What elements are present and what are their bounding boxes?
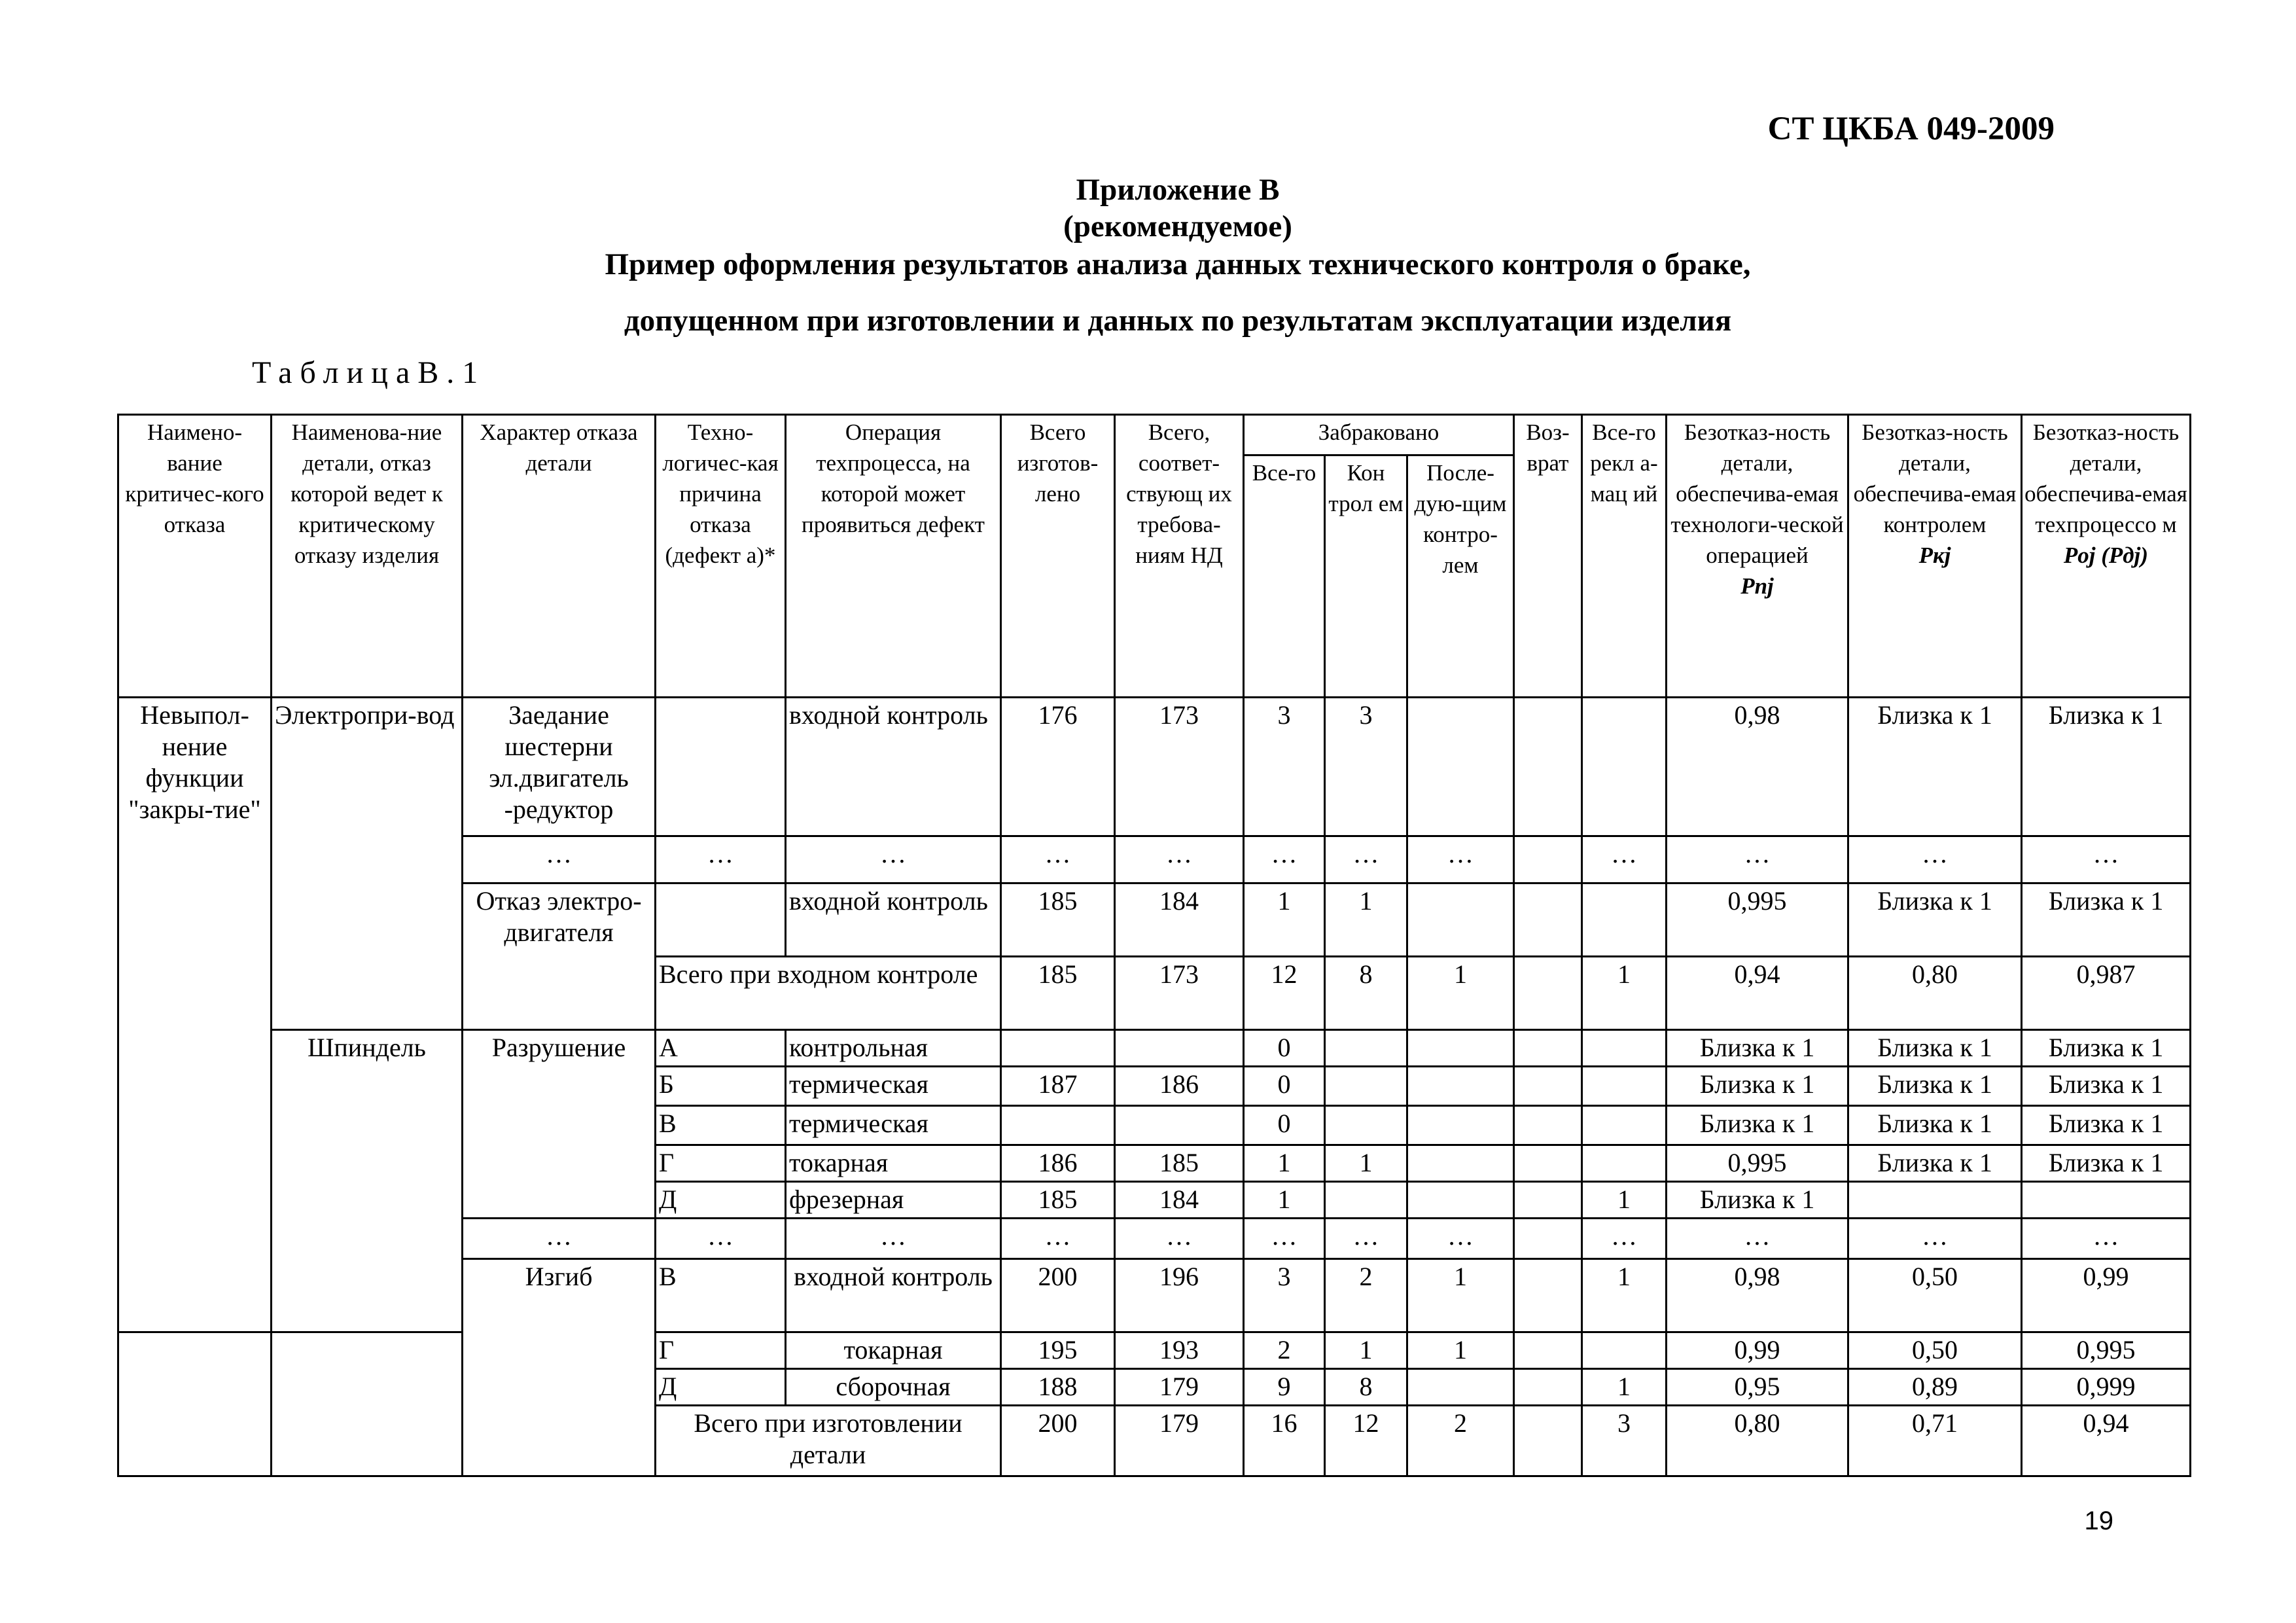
rejected-control-cell [1325, 1067, 1407, 1106]
ellipsis-cell: … [1001, 836, 1115, 883]
rejected-control-cell [1325, 1106, 1407, 1145]
reliability-control-cell: Близка к 1 [1848, 698, 2022, 836]
operation-cell: термическая [786, 1106, 1001, 1145]
ellipsis-cell: … [1667, 1219, 1848, 1259]
ellipsis-cell: … [1582, 836, 1667, 883]
returned-cell [1514, 1369, 1582, 1406]
reliability-process-symbol: Poj (Pдj) [2063, 543, 2149, 568]
returned-cell [1514, 1219, 1582, 1259]
reliability-process-cell: Близка к 1 [2022, 1030, 2191, 1067]
rejected-subsequent-cell [1407, 883, 1514, 957]
total-conform-cell [1115, 1030, 1244, 1067]
operation-cell: входной контроль [786, 1259, 1001, 1332]
reliability-operation-cell: Близка к 1 [1667, 1030, 1848, 1067]
ellipsis-cell: … [786, 836, 1001, 883]
reliability-operation-cell: Близка к 1 [1667, 1106, 1848, 1145]
tech-cause-cell [656, 883, 786, 957]
total-conform-cell: 185 [1115, 1145, 1244, 1182]
header-failure-kind: Характер отказа детали [463, 415, 656, 698]
ellipsis-cell: … [463, 1219, 656, 1259]
table-row [118, 1332, 2191, 1369]
rejected-total-cell: 0 [1244, 1067, 1325, 1106]
total-conform-cell: 173 [1115, 698, 1244, 836]
critical-failure-continuation-cell [118, 1332, 272, 1476]
claims-cell [1582, 883, 1667, 957]
reliability-process-cell: 0,987 [2022, 957, 2191, 1030]
operation-cell: токарная [786, 1332, 1001, 1369]
reliability-process-cell: 0,995 [2022, 1332, 2191, 1369]
header-reliability-process [2022, 415, 2191, 698]
reliability-process-cell: 0,94 [2022, 1406, 2191, 1476]
reliability-control-cell [1848, 1182, 2022, 1219]
ellipsis-cell: … [1244, 836, 1325, 883]
reliability-control-cell: Близка к 1 [1848, 883, 2022, 957]
header-rejected-total: Все-го [1244, 455, 1325, 698]
table-header [118, 415, 2191, 698]
appendix-note: (рекомендуемое) [1063, 209, 1292, 243]
claims-cell: 1 [1582, 1259, 1667, 1332]
rejected-control-cell [1325, 1030, 1407, 1067]
returned-cell [1514, 1406, 1582, 1476]
reliability-control-cell: 0,50 [1848, 1259, 2022, 1332]
total-made-cell: 185 [1001, 957, 1115, 1030]
rejected-subsequent-cell [1407, 1182, 1514, 1219]
returned-cell [1514, 1145, 1582, 1182]
returned-cell [1514, 1106, 1582, 1145]
header-total-conform: Всего, соответ-ствующ их требова-ниям НД [1115, 415, 1244, 698]
reliability-operation-cell: Близка к 1 [1667, 1182, 1848, 1219]
ellipsis-cell: … [1848, 836, 2022, 883]
tech-cause-cell: Д [656, 1182, 786, 1219]
table-label: ТаблицаВ.1 [252, 355, 486, 390]
operation-cell: входной контроль [786, 698, 1001, 836]
header-part-name: Наименова-ние детали, отказ которой ведет к критическому отказу изделия [272, 415, 463, 698]
operation-cell: контрольная [786, 1030, 1001, 1067]
reliability-process-cell [2022, 1182, 2191, 1219]
reliability-operation-cell: Близка к 1 [1667, 1067, 1848, 1106]
returned-cell [1514, 1259, 1582, 1332]
claims-cell [1582, 1332, 1667, 1369]
operation-cell: термическая [786, 1067, 1001, 1106]
ellipsis-cell: … [1325, 836, 1407, 883]
reliability-process-cell: Близка к 1 [2022, 1145, 2191, 1182]
claims-cell: 3 [1582, 1406, 1667, 1476]
returned-cell [1514, 836, 1582, 883]
tech-cause-cell: Г [656, 1332, 786, 1369]
reliability-control-cell: Близка к 1 [1848, 1030, 2022, 1067]
total-made-cell: 195 [1001, 1332, 1115, 1369]
total-conform-cell: 193 [1115, 1332, 1244, 1369]
reliability-operation-cell: 0,98 [1667, 1259, 1848, 1332]
operation-cell: входной контроль [786, 883, 1001, 957]
reliability-operation-cell: 0,995 [1667, 1145, 1848, 1182]
ellipsis-cell: … [1325, 1219, 1407, 1259]
rejected-total-cell: 2 [1244, 1332, 1325, 1369]
claims-cell [1582, 1106, 1667, 1145]
tech-cause-cell [656, 698, 786, 836]
reliability-operation-cell: 0,99 [1667, 1332, 1848, 1369]
page-number: 19 [2084, 1507, 2113, 1535]
ellipsis-cell: … [1244, 1219, 1325, 1259]
total-made-cell: 176 [1001, 698, 1115, 836]
rejected-control-cell: 12 [1325, 1406, 1407, 1476]
rejected-total-cell: 12 [1244, 957, 1325, 1030]
table-body [118, 698, 2191, 1476]
rejected-control-cell: 1 [1325, 1145, 1407, 1182]
total-made-cell [1001, 1106, 1115, 1145]
ellipsis-cell: … [656, 836, 786, 883]
rejected-subsequent-cell [1407, 1145, 1514, 1182]
tech-cause-cell: В [656, 1106, 786, 1145]
critical-failure-cell: Невыпол-нение функции "закры-тие" [118, 698, 272, 1332]
table-row [118, 1030, 2191, 1067]
document-title-line1: Пример оформления результатов анализа данных технического контроля о браке, [605, 247, 1751, 281]
claims-cell [1582, 1067, 1667, 1106]
returned-cell [1514, 698, 1582, 836]
reliability-operation-cell: 0,995 [1667, 883, 1848, 957]
tech-cause-cell: Д [656, 1369, 786, 1406]
ellipsis-cell: … [1115, 1219, 1244, 1259]
header-rejected-by-subsequent: После-дую-щим контро-лем [1407, 455, 1514, 698]
total-conform-cell: 179 [1115, 1406, 1244, 1476]
document-code: СТ ЦКБА 049-2009 [1767, 111, 2055, 147]
ellipsis-cell: … [1407, 1219, 1514, 1259]
ellipsis-cell: … [2022, 1219, 2191, 1259]
rejected-total-cell: 3 [1244, 1259, 1325, 1332]
header-rejected-by-control: Кон трол ем [1325, 455, 1407, 698]
returned-cell [1514, 1332, 1582, 1369]
header-reliability-operation [1667, 415, 1848, 698]
reliability-process-cell: 0,999 [2022, 1369, 2191, 1406]
part-name-cell: Шпиндель [272, 1030, 463, 1332]
tech-cause-cell: В [656, 1259, 786, 1332]
total-conform-cell: 196 [1115, 1259, 1244, 1332]
header-total-made: Всего изготов-лено [1001, 415, 1115, 698]
ellipsis-cell: … [1582, 1219, 1667, 1259]
reliability-control-cell: 0,89 [1848, 1369, 2022, 1406]
rejected-control-cell: 8 [1325, 1369, 1407, 1406]
rejected-subsequent-cell [1407, 1369, 1514, 1406]
reliability-control-cell: 0,71 [1848, 1406, 2022, 1476]
reliability-process-cell: Близка к 1 [2022, 1067, 2191, 1106]
ellipsis-cell: … [786, 1219, 1001, 1259]
ellipsis-cell: … [1001, 1219, 1115, 1259]
reliability-control-cell: Близка к 1 [1848, 1106, 2022, 1145]
reliability-operation-symbol: Pnj [1740, 573, 1774, 599]
total-conform-cell: 179 [1115, 1369, 1244, 1406]
rejected-total-cell: 16 [1244, 1406, 1325, 1476]
returned-cell [1514, 1182, 1582, 1219]
rejected-subsequent-cell: 1 [1407, 1332, 1514, 1369]
ellipsis-cell: … [656, 1219, 786, 1259]
rejected-total-cell: 0 [1244, 1106, 1325, 1145]
claims-cell: 1 [1582, 1369, 1667, 1406]
reliability-operation-cell: 0,95 [1667, 1369, 1848, 1406]
total-conform-cell [1115, 1106, 1244, 1145]
total-made-cell: 200 [1001, 1259, 1115, 1332]
reliability-process-cell: Близка к 1 [2022, 883, 2191, 957]
rejected-control-cell: 1 [1325, 1332, 1407, 1369]
rejected-total-cell: 9 [1244, 1369, 1325, 1406]
defect-analysis-table [117, 414, 2191, 1477]
rejected-total-cell: 0 [1244, 1030, 1325, 1067]
total-made-cell: 185 [1001, 883, 1115, 957]
rejected-subsequent-cell [1407, 1030, 1514, 1067]
claims-cell: 1 [1582, 1182, 1667, 1219]
reliability-operation-cell: 0,98 [1667, 698, 1848, 836]
total-made-cell [1001, 1030, 1115, 1067]
failure-kind-cell: Изгиб [463, 1259, 656, 1476]
tech-cause-cell: Г [656, 1145, 786, 1182]
header-operation: Операция техпроцесса, на которой может проявиться дефект [786, 415, 1001, 698]
part-name-cell: Электропри-вод [272, 698, 463, 1030]
reliability-process-text: Безотказ-ность детали, обеспечива-емая техпроцессо м [2024, 419, 2187, 537]
reliability-control-text: Безотказ-ность детали, обеспечива-емая контролем [1853, 419, 2017, 537]
operation-cell: сборочная [786, 1369, 1001, 1406]
rejected-total-cell: 1 [1244, 1182, 1325, 1219]
subtotal-label-cell: Всего при входном контроле [656, 957, 1001, 1030]
operation-cell: фрезерная [786, 1182, 1001, 1219]
reliability-operation-cell: 0,94 [1667, 957, 1848, 1030]
rejected-subsequent-cell: 1 [1407, 1259, 1514, 1332]
rejected-subsequent-cell: 2 [1407, 1406, 1514, 1476]
reliability-control-cell: Близка к 1 [1848, 1145, 2022, 1182]
returned-cell [1514, 1030, 1582, 1067]
reliability-control-symbol: Pкj [1918, 543, 1951, 568]
reliability-control-cell: 0,50 [1848, 1332, 2022, 1369]
total-label-cell: Всего при изготовлении детали [656, 1406, 1001, 1476]
total-conform-cell: 173 [1115, 957, 1244, 1030]
header-claims-total: Все-го рекл а-мац ий [1582, 415, 1667, 698]
total-made-cell: 185 [1001, 1182, 1115, 1219]
reliability-operation-text: Безотказ-ность детали, обеспечива-емая технологи-ческой операцией [1670, 419, 1844, 568]
tech-cause-cell: А [656, 1030, 786, 1067]
rejected-subsequent-cell [1407, 698, 1514, 836]
reliability-process-cell: Близка к 1 [2022, 698, 2191, 836]
claims-cell [1582, 698, 1667, 836]
reliability-process-cell: 0,99 [2022, 1259, 2191, 1332]
document-title-line2: допущенном при изготовлении и данных по результатам эксплуатации изделия [624, 304, 1732, 338]
header-tech-cause: Техно-логичес-кая причина отказа (дефект а)* [656, 415, 786, 698]
ellipsis-cell: … [1667, 836, 1848, 883]
header-returned: Воз-врат [1514, 415, 1582, 698]
total-made-cell: 200 [1001, 1406, 1115, 1476]
header-reliability-control [1848, 415, 2022, 698]
rejected-subsequent-cell [1407, 1106, 1514, 1145]
rejected-control-cell: 8 [1325, 957, 1407, 1030]
part-name-continuation-cell [272, 1332, 463, 1476]
failure-kind-cell: Отказ электро-двигателя [463, 883, 656, 1030]
total-conform-cell: 184 [1115, 1182, 1244, 1219]
returned-cell [1514, 1067, 1582, 1106]
ellipsis-cell: … [1115, 836, 1244, 883]
total-conform-cell: 186 [1115, 1067, 1244, 1106]
claims-cell [1582, 1145, 1667, 1182]
rejected-control-cell: 2 [1325, 1259, 1407, 1332]
reliability-control-cell: Близка к 1 [1848, 1067, 2022, 1106]
claims-cell: 1 [1582, 957, 1667, 1030]
reliability-control-cell: 0,80 [1848, 957, 2022, 1030]
rejected-subsequent-cell: 1 [1407, 957, 1514, 1030]
rejected-control-cell [1325, 1182, 1407, 1219]
ellipsis-cell: … [1848, 1219, 2022, 1259]
reliability-operation-cell: 0,80 [1667, 1406, 1848, 1476]
rejected-subsequent-cell [1407, 1067, 1514, 1106]
rejected-control-cell: 3 [1325, 698, 1407, 836]
failure-kind-cell: Разрушение [463, 1030, 656, 1219]
total-made-cell: 188 [1001, 1369, 1115, 1406]
claims-cell [1582, 1030, 1667, 1067]
appendix-title: Приложение В [1076, 173, 1280, 207]
total-made-cell: 186 [1001, 1145, 1115, 1182]
operation-cell: токарная [786, 1145, 1001, 1182]
reliability-process-cell: Близка к 1 [2022, 1106, 2191, 1145]
rejected-total-cell: 1 [1244, 883, 1325, 957]
header-rejected-group: Забраковано [1244, 415, 1514, 455]
tech-cause-cell: Б [656, 1067, 786, 1106]
ellipsis-cell: … [463, 836, 656, 883]
returned-cell [1514, 957, 1582, 1030]
failure-kind-cell: Заедание шестерни эл.двигатель -редуктор [463, 698, 656, 836]
rejected-total-cell: 1 [1244, 1145, 1325, 1182]
header-failure-name: Наимено-вание критичес-кого отказа [118, 415, 272, 698]
rejected-total-cell: 3 [1244, 698, 1325, 836]
ellipsis-cell: … [1407, 836, 1514, 883]
total-conform-cell: 184 [1115, 883, 1244, 957]
returned-cell [1514, 883, 1582, 957]
ellipsis-cell: … [2022, 836, 2191, 883]
total-made-cell: 187 [1001, 1067, 1115, 1106]
rejected-control-cell: 1 [1325, 883, 1407, 957]
table-row [118, 698, 2191, 836]
